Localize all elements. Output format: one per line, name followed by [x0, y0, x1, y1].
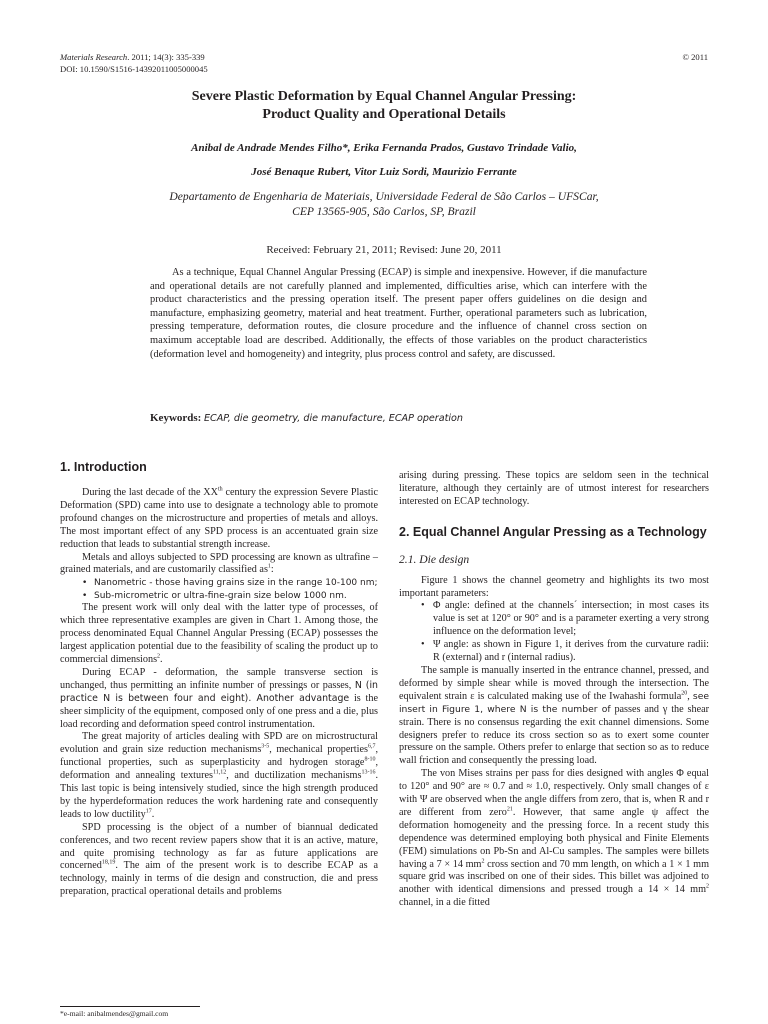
intro-paragraph-2: Metals and alloys subjected to SPD processing are known as ultrafine – grained materials, and are customarily classified $as^1$: [60, 551, 378, 576]
copyright: © 2011 [682, 52, 708, 62]
affiliation-line-1: Departamento de Engenharia de Materiais, Universidade Federal de São Carlos – UFSCar, [169, 190, 599, 203]
title-line-1: Severe Plastic Deformation by Equal Channel Angular Pressing: [191, 89, 577, 104]
intro-paragraph-5: The great majority of articles dealing with SPD are on microstructural evolution and grain size reduction mechanisms$^{3-5}$, mechanical properties$^{6,7}$, functional properties, such as superplasticity and hydrogen storage$^{8-10}$, deformation and annealing textures$^{11,12}$, and ductilization mechanisms$^{13-16}$. This last topic is being intensively studied, since the high strength produced by the hyperdeformation reduces the work hardening rate and consequently leads to low ductility$^{17}$. [60, 731, 379, 820]
list-item: • Nanometric - those having grains size in the range 10-100 nm; [82, 577, 378, 590]
intro-paragraph-1: During the last decade of the XXth century the expression Severe Plastic Deformation (SPD) came into use to designate a technology able to promote profound changes on the microstructure and properties of metals and alloys. The most important effect of any SPD process is an accentuated grain size reduction that leads to substantial strength increase. [60, 486, 378, 550]
received-dates: Received: February 21, 2011; Revised: June 20, 2011 [266, 244, 502, 256]
affiliation [60, 189, 708, 219]
die-design-paragraph-1: Figure 1 shows the channel geometry and highlights its two most important parameters: [399, 574, 709, 599]
intro-paragraph-4: During ECAP - deformation, the sample transverse section is unchanged, thus permitting an infinite number of pressings or passes, N (in practice N is between four and eight). Another advantage is the sheer simplicity of the equipment, composed only of one press and a die, plus load recording and deformation speed control instrumentation. [60, 666, 378, 730]
die-design-paragraph-3: The von Mises strains per pass for dies designed with angles Φ equal to 120° and 90° are ≈ 0.7 and ≈ 1.0, respectively. Only small changes of ε with Ψ are observed when the angle differs from zero, that is, when R and r are different from zero$^{21}$. However, that same angle ψ affect the deformation homogeneity and the pressing force. In a recent study this dependence was determined employing both physical and Finite Elements (FEM) simulations on Pb-Sn and Al-Cu samples. The samples were billets having a 7 × 14 $mm^2$ cross section and 70 mm length, on which a 1 × 1 mm square grid was inscribed on one of their sides. This billet was adjoined to another with identical dimensions and pressed trough a 14 × 14 $mm^2$ channel, in a die fitted [399, 768, 710, 909]
keywords-label: Keywords: [150, 412, 202, 424]
affiliation-line-2: CEP 13565-905, São Carlos, SP, Brazil [292, 205, 476, 218]
die-design-paragraph-2: The sample is manually inserted in the entrance channel, pressed, and deformed by simple shear while is moved through the intersection. The equivalent strain ε is calculated making use of the Iwahashi formula$^{20}$, see insert in Figure 1, where N is the number of passes and γ the shear strain. There is no consensus regarding the exit channel dimensions. Some designers prefer to reduce its cross section so as to exert some counter pressure on the sample. Others prefer to enlarge that section so as to reduce wall friction and consequently the pressing load. [399, 664, 710, 767]
paper-title [60, 88, 708, 123]
footnote-rule [60, 1006, 200, 1007]
doi: DOI: 10.1590/S1516-14392011005000045 [60, 64, 208, 74]
citation-details: . 2011; 14(3): 335-339 [127, 52, 205, 62]
intro-paragraph-3: The present work will only deal with the latter type of processes, of which three representative examples are given in Chart 1. Among those, the process denominated Equal Channel Angular Pressing (ECAP) possesses the largest application potential due to the feasibility of scaling the product up to commercial dimensions$^2$. [60, 602, 378, 665]
section-heading-ecap-technology: 2. Equal Channel Angular Pressing as a Technology [399, 524, 707, 539]
right-column [399, 470, 709, 910]
title-line-2: Product Quality and Operational Details [262, 106, 506, 122]
keywords-list: ECAP, die geometry, die manufacture, ECAP operation [203, 413, 464, 424]
list-item: • Ψ angle: as shown in Figure 1, it derives from the curvature radii: R (external) and r (internal radius). [421, 639, 709, 665]
abstract [150, 266, 647, 361]
footnote-email: *e-mail: anibalmendes@gmail.com [60, 1009, 169, 1018]
abstract-text: As a technique, Equal Channel Angular Pressing (ECAP) is simple and inexpensive. However, if die manufacture and operational details are not carefully planned and implemented, difficulties arise, which can interfere with the product characteristics and the pressing operation itself. The present paper offers guidelines on die design and manufacture, emphasizing geometry, material and heat treatment. Further, operational parameters such as lubrication, pressing temperature, deformation routes, die closure procedure and the influence of channel cross section on maximum acceptable load are described. Additionally, the effects of those variables on the product characteristics (deformation level and homogeneity) and integrity, plus process control and safety, are discussed. [150, 267, 647, 360]
intro-paragraph-6-continued: arising during pressing. These topics are seldom seen in the technical literature, although they certainly are of utmost interest for researchers interested on ECAP technology. [399, 470, 709, 507]
authors-line-1: Anibal de Andrade Mendes Filho*, Erika Fernanda Prados, Gustavo Trindade Valio, [191, 142, 577, 154]
journal-name: Materials Research [60, 52, 128, 62]
keywords [150, 412, 647, 424]
authors-line-2: José Benaque Rubert, Vitor Luiz Sordi, Maurizio Ferrante [251, 166, 517, 178]
section-heading-introduction: 1. Introduction [60, 460, 147, 474]
parameter-list [399, 600, 709, 665]
list-item: • Sub-micrometric or ultra-fine-grain size below 1000 nm. [82, 590, 378, 603]
list-item: • Φ angle: defined at the channels´ intersection; in most cases its value is set at 120° or 90° and is a parameter exerting a very strong influence on the deformation level; [421, 600, 709, 639]
subsection-heading-die-design: 2.1. Die design [399, 552, 470, 566]
left-column [60, 460, 378, 899]
grain-classification-list [60, 577, 378, 602]
running-header-citation [60, 52, 205, 63]
intro-paragraph-6: SPD processing is the object of a number of biannual dedicated conferences, and two recent review papers show that it is an active, mature, and quite promising technology as far as future applications are concerned$^{18,19}$. The aim of the present work is to describe ECAP as a technology, mainly in terms of die design and construction, die and press preparation, practical operational details and problems [60, 821, 378, 898]
